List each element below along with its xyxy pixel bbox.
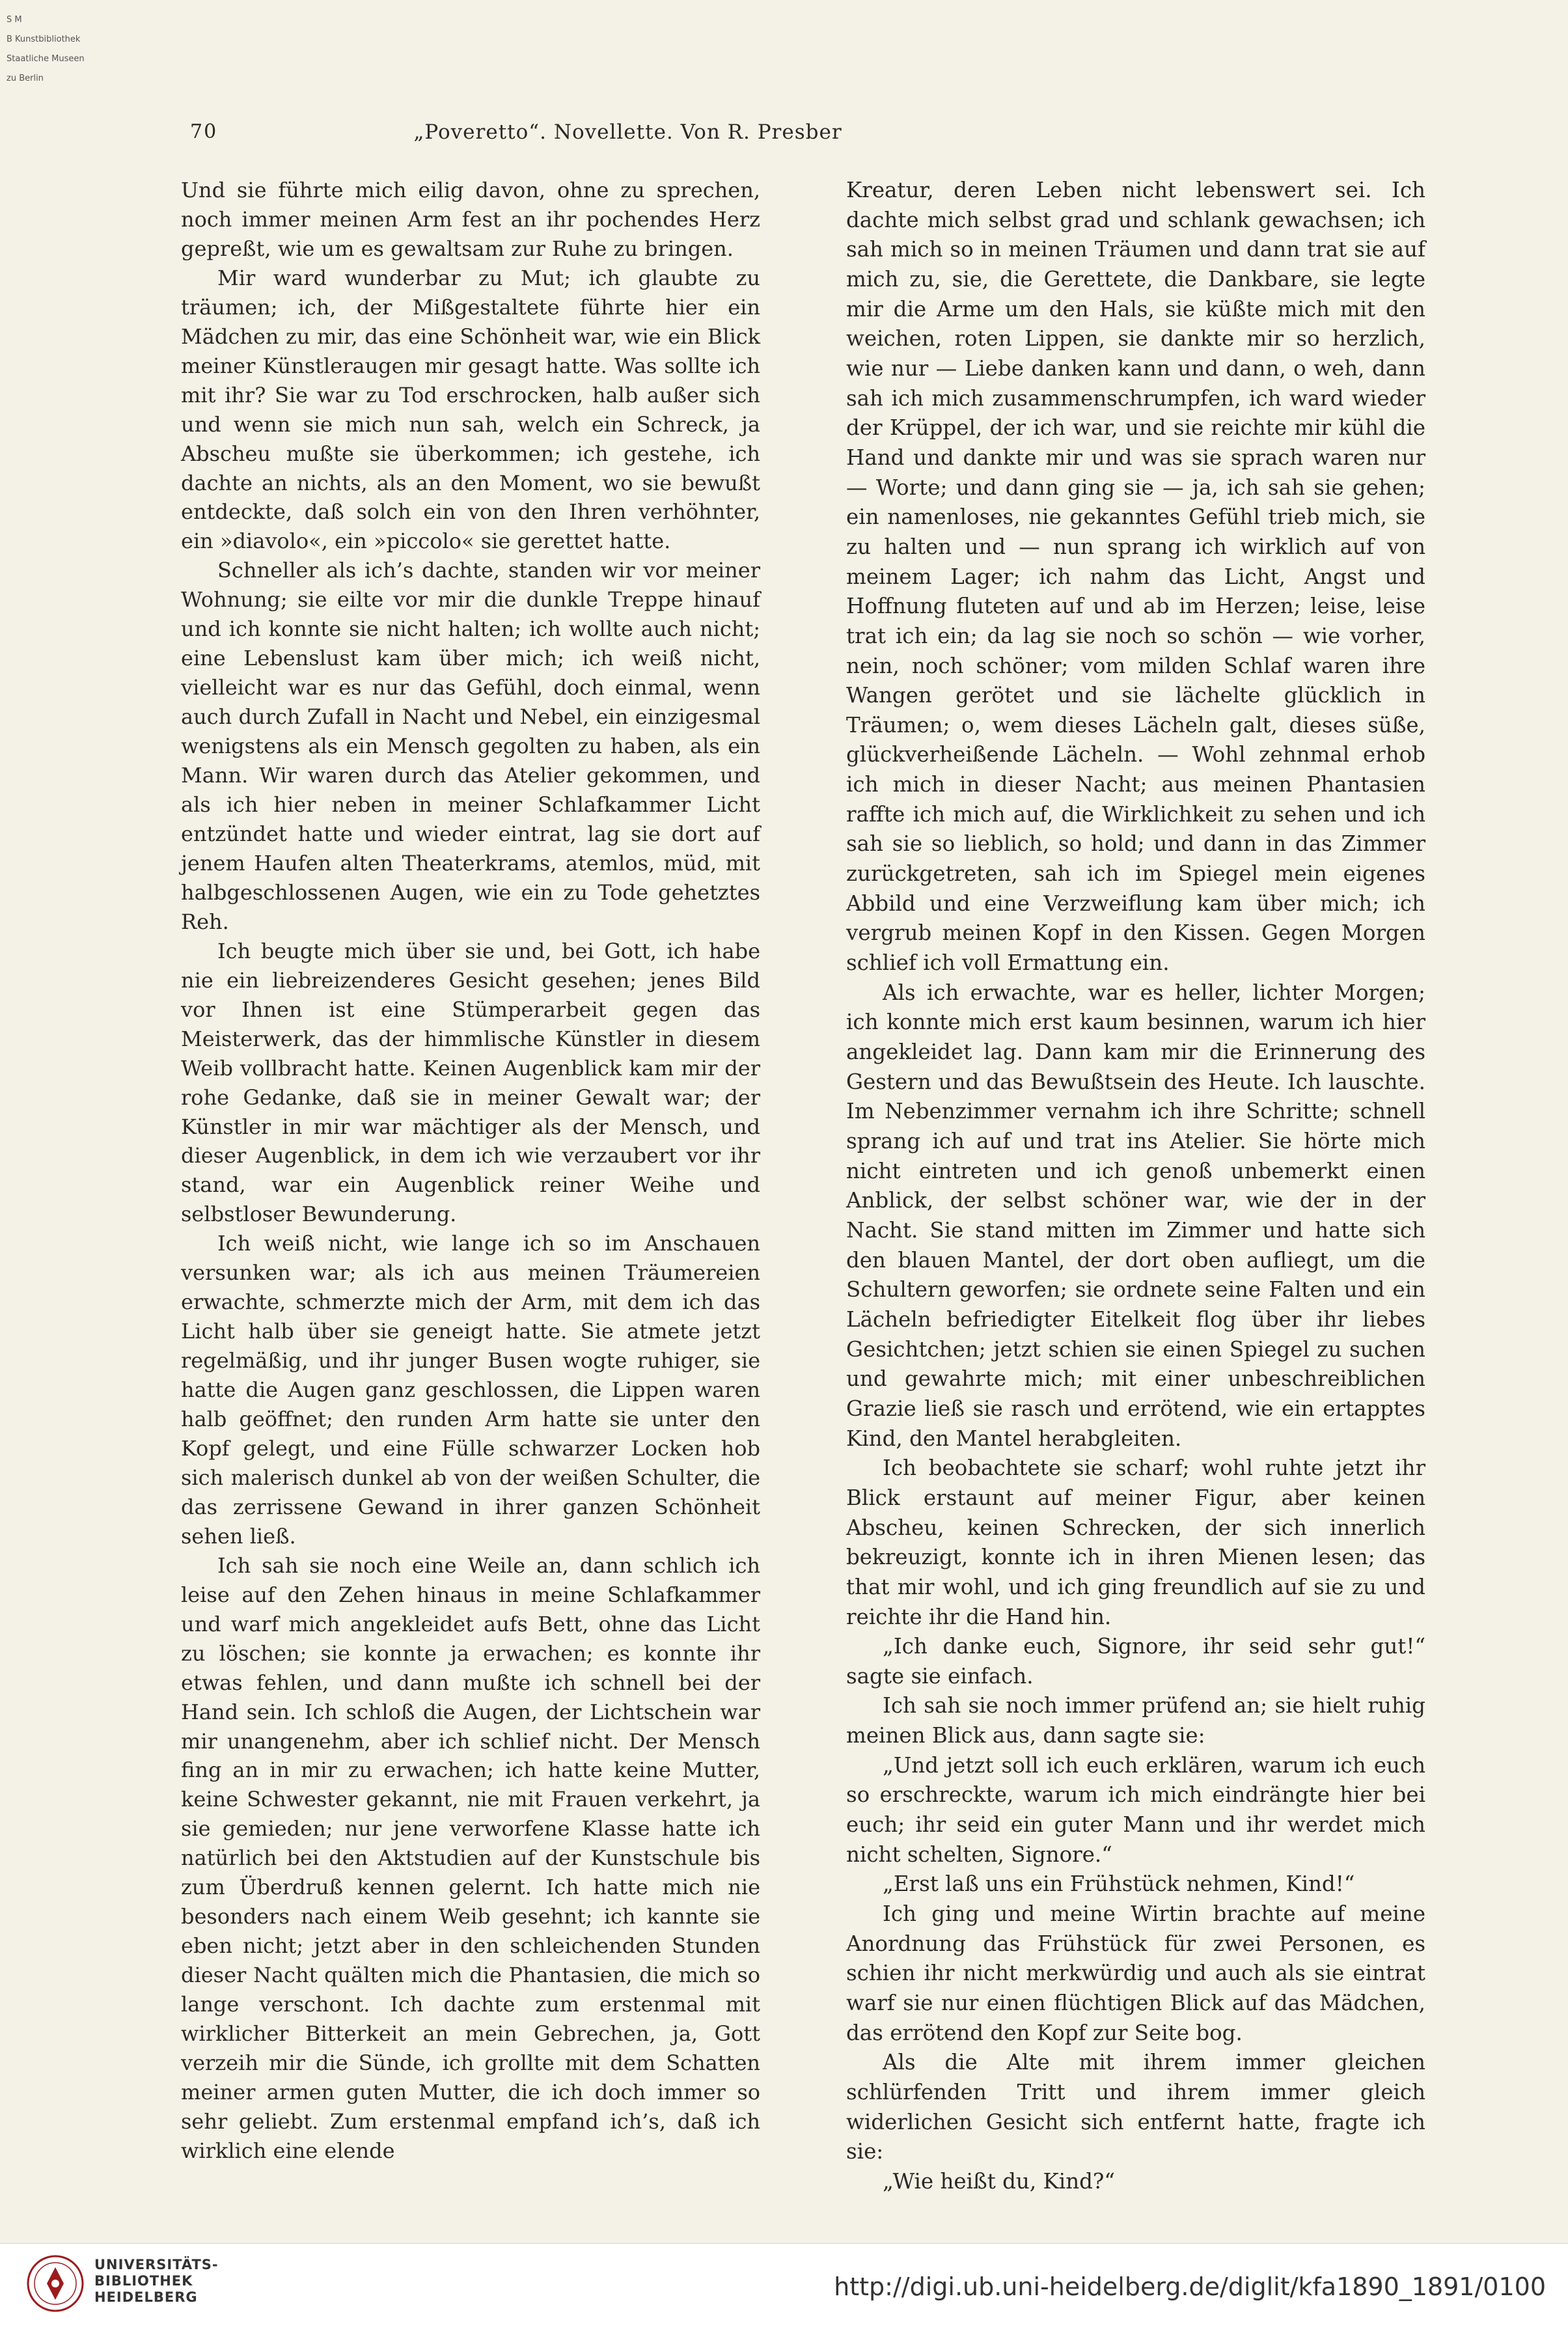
institution-line: UNIVERSITÄTS- [94, 2257, 219, 2272]
paragraph: Mir ward wunderbar zu Mut; ich glaubte zu träumen; ich, der Mißgestaltete führte hier ein Mädchen zu mir, das eine Schönheit war, wie ein Blick meiner Künstleraugen mir gesagt hatte. Was sollte ich mit ihr? Sie war zu Tod erschrocken, halb außer sich und wenn sie mich nun sah, welch ein Schreck, ja Abscheu mußte sie überkommen; ich gestehe, ich dachte an nichts, als an den Moment, wo sie bewußt entdeckte, daß solch ein von den Ihren verhöhnter, ein »diavolo«, ein »piccolo« sie gerettet hatte. [181, 265, 760, 554]
paragraph: „Wie heißt du, Kind?“ [883, 2168, 1115, 2194]
paragraph: Schneller als ich’s dachte, standen wir vor meiner Wohnung; sie eilte vor mir die dunkle Treppe hinauf und ich konnte sie nicht halten; ich wollte auch nicht; eine Lebenslust kam über mich; ich weiß nicht, vielleicht war es nur das Gefühl, doch einmal, wenn auch durch Zufall in Nacht und Nebel, ein einzigesmal wenigstens als ein Mensch gegolten zu haben, als ein Mann. Wir waren durch das Atelier gekommen, und als ich hier neben in meiner Schlafkammer Licht entzündet hatte und wieder eintrat, lag sie dort auf jenem Haufen alten Theaterkrams, atemlos, müd, mit halbgeschlossenen Augen, wie ein zu Tode gehetztes Reh. [181, 558, 760, 934]
paragraph: Als ich erwachte, war es heller, lichter Morgen; ich konnte mich erst kaum besinnen, warum ich hier angekleidet lag. Dann kam mir die Erinnerung des Gestern und das Bewußtsein des Heute. Ich lauschte. Im Nebenzimmer vernahm ich ihre Schritte; schnell sprang ich auf und trat ins Atelier. Sie hörte mich nicht eintreten und ich genoß unbemerkt einen Anblick, der selbst schöner war, wie der in der Nacht. Sie stand mitten im Zimmer und hatte sich den blauen Mantel, der dort oben aufliegt, um die Schultern geworfen; sie ordnete seine Falten und ein Lächeln befriedigter Eitelkeit flog über ihr liebes Gesichtchen; jetzt schien sie einen Spiegel zu suchen und gewahrte mich; mit einer unbeschreiblichen Grazie ließ sie rasch und errötend, wie ein ertapptes Kind, den Mantel herabgleiten. [846, 980, 1425, 1451]
paragraph: Ich sah sie noch eine Weile an, dann schlich ich leise auf den Zehen hinaus in meine Schlafkammer und warf mich angekleidet aufs Bett, ohne das Licht zu löschen; sie konnte ja erwachen; es konnte ihr etwas fehlen, und dann mußte ich schnell bei der Hand sein. Ich schloß die Augen, der Lichtschein war mir unangenehm, aber ich schlief nicht. Der Mensch fing an in mir zu erwachen; ich hatte keine Mutter, keine Schwester gekannt, nie mit Frauen verkehrt, ja sie gemieden; nur jene verworfene Klasse hatte ich natürlich bei den Aktstudien auf der Kunstschule bis zum Überdruß kennen gelernt. Ich hatte mich nie besonders nach einem Weib gesehnt; ich kannte sie eben nicht; jetzt aber in den schleichenden Stunden dieser Nacht quälten mich die Phantasien, die mich so lange verschont. Ich dachte zum erstenmal mit wirklicher Bitterkeit an mein Gebrechen, ja, Gott verzeih mir die Sünde, ich grollte mit dem Schatten meiner armen guten Mutter, die ich doch immer so sehr geliebt. Zum erstenmal empfand ich’s, daß ich wirklich eine elende [181, 1552, 760, 2163]
page-number: 70 [190, 120, 218, 143]
paragraph: Ich ging und meine Wirtin brachte auf meine Anordnung das Frühstück für zwei Personen, es schien ihr nicht merkwürdig und auch als sie eintrat warf sie nur einen flüchtigen Blick auf das Mädchen, das errötend den Kopf zur Seite bog. [846, 1901, 1425, 2045]
permalink-url[interactable]: http://digi.ub.uni-heidelberg.de/diglit/kfa1890_1891/0100 [834, 2272, 1546, 2301]
left-text-column [181, 176, 760, 2166]
stamp-line: zu Berlin [7, 74, 44, 83]
paragraph: „Und jetzt soll ich euch erklären, warum ich euch so erschreckte, warum ich mich eindrängte hier bei euch; ihr seid ein guter Mann und ihr werdet mich nicht schelten, Signore.“ [846, 1752, 1425, 1867]
paragraph: Kreatur, deren Leben nicht lebenswert sei. Ich dachte mich selbst grad und schlank gewachsen; ich sah mich so in meinen Träumen und dann trat sie auf mich zu, sie, die Gerettete, die Dankbare, sie legte mir die Arme um den Hals, sie küßte mich mit den weichen, roten Lippen, sie dankte mir so herzlich, wie nur — Liebe danken kann und dann, o weh, dann sah ich mich zusammenschrumpfen, ich ward wieder der Krüppel, der ich war, und sie reichte mir kühl die Hand und dankte mir und was sie sprach waren nur — Worte; und dann ging sie — ja, ich sah sie gehen; ein namenloses, nie gekanntes Gefühl trieb mich, sie zu halten und — nun sprang ich wirklich auf von meinem Lager; ich nahm das Licht, Angst und Hoffnung fluteten auf und ab im Herzen; leise, leise trat ich ein; da lag sie noch so schön — wie vorher, nein, noch schöner; vom milden Schlaf waren ihre Wangen gerötet und sie lächelte glücklich in Träumen; o, wem dieses Lächeln galt, dieses süße, glückverheißende Lächeln. — Wohl zehnmal erhob ich mich in dieser Nacht; aus meinen Phantasien raffte ich mich auf, die Wirklichkeit zu sehen und ich sah sie so lieblich, so hold; und dann in das Zimmer zurückgetreten, sah ich im Spiegel mein eigenes Abbild und eine Verzweiflung kam über mich; ich vergrub meinen Kopf in den Kissen. Gegen Morgen schlief ich voll Ermattung ein. [846, 178, 1425, 976]
paragraph: Ich sah sie noch immer prüfend an; sie hielt ruhig meinen Blick aus, dann sagte sie: [846, 1693, 1425, 1748]
paragraph: Ich beugte mich über sie und, bei Gott, ich habe nie ein liebreizenderes Gesicht gesehen; jenes Bild vor Ihnen ist eine Stümperarbeit gegen das Meisterwerk, das der himmlische Künstler in diesem Weib vollbracht hatte. Keinen Augenblick kam mir der rohe Gedanke, daß sie in meiner Gewalt war; der Künstler in mir war mächtiger als der Mensch, und dieser Augenblick, in dem ich wie verzaubert vor ihr stand, war ein Augenblick reiner Weihe und selbstloser Bewunderung. [181, 938, 760, 1227]
paragraph: Und sie führte mich eilig davon, ohne zu sprechen, noch immer meinen Arm fest an ihr pochendes Herz gepreßt, wie um es gewaltsam zur Ruhe zu bringen. [181, 178, 760, 261]
paragraph: „Erst laß uns ein Frühstück nehmen, Kind!“ [883, 1871, 1355, 1897]
paragraph: Ich weiß nicht, wie lange ich so im Anschauen versunken war; als ich aus meinen Träumereien erwachte, schmerzte mich der Arm, mit dem ich das Licht halb über sie geneigt hatte. Sie atmete jetzt regelmäßig, und ihr junger Busen wogte ruhiger, sie hatte die Augen ganz geschlossen, die Lippen waren halb geöffnet; den runden Arm hatte sie unter den Kopf gelegt, und eine Fülle schwarzer Locken hob sich malerisch dunkel ab von der weißen Schulter, die das zerrissene Gewand in ihrer ganzen Schönheit sehen ließ. [181, 1231, 760, 1549]
running-header [190, 120, 1066, 153]
stamp-line: B Kunstbibliothek [7, 34, 81, 44]
paragraph: „Ich danke euch, Signore, ihr seid sehr gut!“ sagte sie einfach. [846, 1634, 1425, 1689]
right-text-column [846, 176, 1425, 2197]
institution-line: BIBLIOTHEK [94, 2273, 193, 2289]
library-stamp [7, 5, 85, 83]
institution-line: HEIDELBERG [94, 2289, 198, 2305]
university-seal-icon [26, 2254, 85, 2313]
stamp-line: Staatliche Museen [7, 54, 85, 64]
stamp-line: S M [7, 15, 22, 25]
paragraph: Als die Alte mit ihrem immer gleichen schlürfenden Tritt und ihrem immer gleich widerlichen Gesicht sich entfernt hatte, fragte ich sie: [846, 2050, 1425, 2164]
institution-name [94, 2257, 219, 2306]
footer-bar [0, 2243, 1568, 2346]
paragraph: Ich beobachtete sie scharf; wohl ruhte jetzt ihr Blick erstaunt auf meiner Figur, aber keinen Abscheu, keinen Schrecken, der sich innerlich bekreuzigt, konnte ich in ihren Mienen lesen; das that mir wohl, und ich ging freundlich auf sie zu und reichte ihr die Hand hin. [846, 1456, 1425, 1629]
running-title: „Poveretto“. Novellette. Von R. Presber [413, 120, 842, 144]
